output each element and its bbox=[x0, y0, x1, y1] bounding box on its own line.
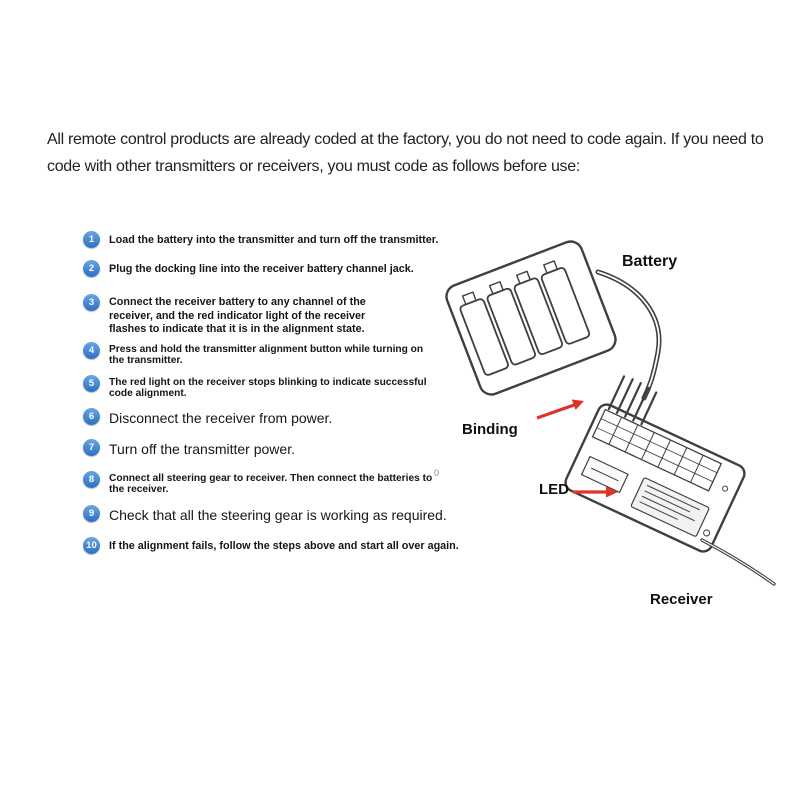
step-text: Plug the docking line into the receiver battery channel jack. bbox=[109, 263, 414, 275]
step-text: The red light on the receiver stops blinking to indicate successful code alignment. bbox=[109, 376, 427, 399]
antenna-wire bbox=[702, 540, 774, 584]
step-number-badge: 3 bbox=[83, 294, 100, 311]
stray-mark: 0 bbox=[434, 468, 440, 478]
binding-arrow-icon bbox=[537, 400, 584, 419]
battery-illustration bbox=[443, 238, 619, 398]
step-number-badge: 6 bbox=[83, 408, 100, 425]
step-text: Disconnect the receiver from power. bbox=[109, 409, 333, 426]
receiver-illustration bbox=[563, 372, 762, 555]
intro-text: All remote control products are already coded at the factory, you do not need to code again. If you need to code with other transmitters or receivers, you must code as follows before use: bbox=[47, 131, 764, 175]
step-number-badge: 9 bbox=[83, 505, 100, 522]
step-number-badge: 4 bbox=[83, 342, 100, 359]
battery-label: Battery bbox=[622, 253, 678, 270]
step-text: Turn off the transmitter power. bbox=[109, 440, 295, 457]
step-text: If the alignment fails, follow the steps above and start all over again. bbox=[109, 539, 459, 552]
step-number-badge: 5 bbox=[83, 375, 100, 392]
step-text: Check that all the steering gear is working as required. bbox=[109, 506, 447, 523]
step-text: Press and hold the transmitter alignment button while turning on the transmitter. bbox=[109, 343, 424, 366]
receiver-label: Receiver bbox=[650, 591, 713, 608]
step-number-badge: 8 bbox=[83, 471, 100, 488]
step-number-badge: 7 bbox=[83, 439, 100, 456]
step-number-badge: 1 bbox=[83, 231, 100, 248]
step-number-badge: 2 bbox=[83, 260, 100, 277]
step-number-badge: 10 bbox=[83, 537, 100, 554]
step-text: Connect the receiver battery to any channel of the receiver, and the red indicator light of the receiver flashes to indicate that it is in the alignment state. bbox=[109, 296, 366, 335]
step-text: Connect all steering gear to receiver. Then connect the batteries to the receiver. bbox=[109, 472, 433, 495]
binding-label: Binding bbox=[462, 421, 518, 438]
led-label: LED bbox=[539, 481, 569, 498]
step-text: Load the battery into the transmitter and turn off the transmitter. bbox=[109, 234, 439, 246]
